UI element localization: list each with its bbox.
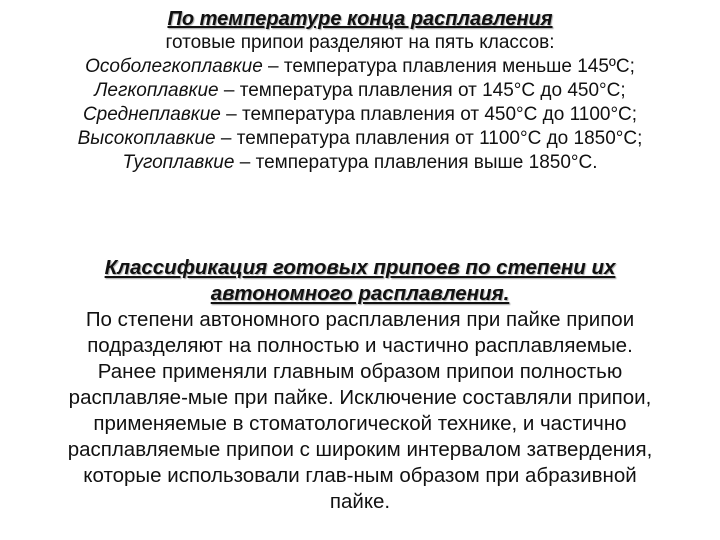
paragraph-line: пайке. xyxy=(329,490,391,513)
class-term: Среднеплавкие xyxy=(82,104,221,125)
class-line xyxy=(0,55,720,79)
class-line xyxy=(0,79,720,103)
paragraph-line: применяемые в стоматологической технике, и частично xyxy=(93,412,627,435)
melting-classes-intro: готовые припои разделяют на пять классов: xyxy=(165,32,555,53)
autonomous-melting-section xyxy=(0,255,720,515)
class-description: – температура плавления от 1100°С до 1850°С; xyxy=(215,128,643,149)
paragraph-line: Ранее применяли главным образом припои полностью xyxy=(97,360,623,383)
paragraph-line: расплавляе-мые при пайке. Исключение составляли припои, xyxy=(68,386,652,409)
class-description: – температура плавления от 450°С до 1100°С; xyxy=(220,104,638,125)
paragraph-line: По степени автономного расплавления при пайке припои xyxy=(85,308,635,331)
class-term: Высокоплавкие xyxy=(77,128,216,149)
class-description: – температура плавления выше 1850°С. xyxy=(234,152,598,173)
autonomous-melting-heading-line: Классификация готовых припоев по степени их xyxy=(104,256,616,279)
paragraph-line: подразделяют на полностью и частично расплавляемые. xyxy=(87,334,633,357)
class-description: – температура плавления меньше 145ºС; xyxy=(262,56,635,77)
melting-classes-section xyxy=(0,7,720,175)
class-term: Особолегкоплавкие xyxy=(85,56,263,77)
class-line xyxy=(0,151,720,175)
paragraph-line: расплавляемые припои с широким интервалом затвердения, xyxy=(67,438,653,461)
class-line xyxy=(0,127,720,151)
paragraph-line: которые использовали глав-ным образом при абразивной xyxy=(83,464,637,487)
class-term: Легкоплавкие xyxy=(94,80,219,101)
autonomous-melting-heading-line: автономного расплавления. xyxy=(210,282,510,305)
melting-classes-heading: По температуре конца расплавления xyxy=(167,8,553,30)
class-term: Тугоплавкие xyxy=(122,152,235,173)
class-line xyxy=(0,103,720,127)
class-description: – температура плавления от 145°С до 450°С; xyxy=(218,80,626,101)
